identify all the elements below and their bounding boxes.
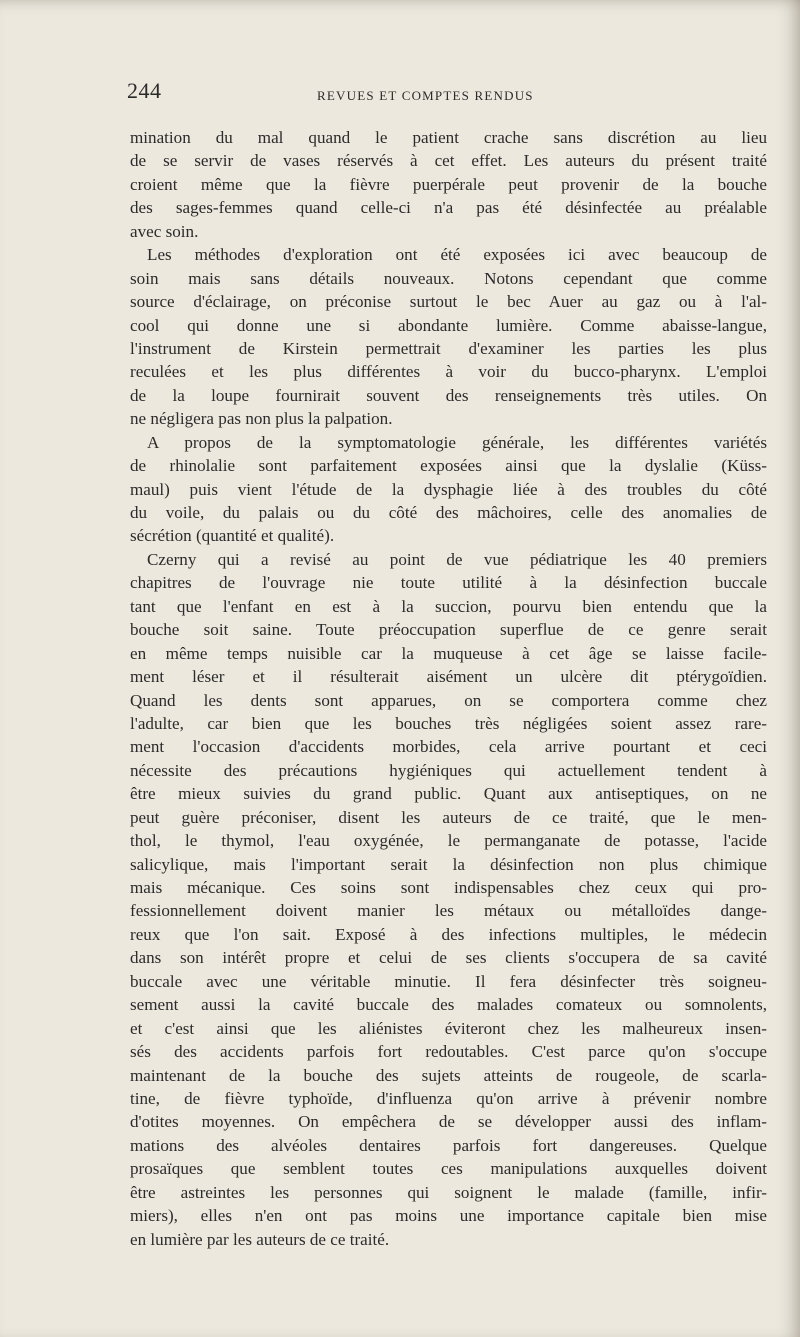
text-line: d'otites moyennes. On empêchera de se développer aussi des inflam- [130,1112,767,1132]
text-line: de rhinolalie sont parfaitement exposées ainsi que la dyslalie (Küss- [130,456,767,476]
text-line: sés des accidents parfois fort redoutables. C'est parce qu'on s'occupe [130,1042,767,1062]
text-line: fessionnellement doivent manier les métaux ou métalloïdes dange- [130,901,767,921]
text-line: reux que l'on sait. Exposé à des infections multiples, le médecin [130,924,767,944]
text-line: cool qui donne une si abondante lumière. Comme abaisse-langue, [130,315,767,335]
text-line: Les méthodes d'exploration ont été exposées ici avec beaucoup de [147,245,767,265]
text-line: croient même que la fièvre puerpérale peut provenir de la bouche [130,174,767,194]
text-line: mination du mal quand le patient crache sans discrétion au lieu [130,128,767,147]
running-head: REVUES ET COMPTES RENDUS [317,88,534,103]
text-line: du voile, du palais ou du côté des mâchoires, celle des anomalies de [130,503,767,522]
text-line: être astreintes les personnes qui soignent le malade (famille, infir- [130,1182,767,1202]
text-line: tine, de fièvre typhoïde, d'influenza qu'on arrive à prévenir nombre [130,1088,767,1108]
text-line: source d'éclairage, on préconise surtout le bec Auer au gaz ou à l'al- [130,292,767,312]
text-line: de la loupe fournirait souvent des renseignements très utiles. On [130,385,767,405]
page-header [127,78,767,108]
text-line: en même temps nuisible car la muqueuse à cet âge se laisse facile- [130,643,767,663]
page-number: 244 [127,78,162,103]
text-line: salicylique, mais l'important serait la désinfection non plus chimique [130,854,767,874]
text-line: bouche soit saine. Toute préoccupation superflue de ce genre serait [130,620,767,640]
text-line: en lumière par les auteurs de ce traité. [130,1229,390,1249]
text-line: reculées et les plus différentes à voir du bucco-pharynx. L'emploi [130,362,767,382]
text-line: mations des alvéoles dentaires parfois fort dangereuses. Quelque [130,1135,767,1155]
text-line: thol, le thymol, l'eau oxygénée, le permanganate de potasse, l'acide [130,831,767,851]
text-line: Czerny qui a revisé au point de vue pédiatrique les 40 premiers [147,549,767,569]
text-line: miers), elles n'en ont pas moins une importance capitale bien mise [130,1206,767,1226]
text-line: être mieux suivies du grand public. Quant aux antiseptiques, on ne [130,784,767,804]
text-line: de se servir de vases réservés à cet effet. Les auteurs du présent traité [130,151,767,171]
text-line: avec soin. [130,221,199,241]
text-line: maintenant de la bouche des sujets atteints de rougeole, de scarla- [130,1065,767,1085]
text-line: et c'est ainsi que les aliénistes éviteront chez les malheureux insen- [130,1018,767,1038]
text-line: maul) puis vient l'étude de la dysphagie liée à des troubles du côté [130,479,767,499]
text-line: sécrétion (quantité et qualité). [130,526,335,546]
body-text [130,126,767,1251]
text-line: sement aussi la cavité buccale des malades comateux ou somnolents, [130,995,767,1015]
text-line: soin mais sans détails nouveaux. Notons cependant que comme [130,268,767,288]
text-line: nécessite des précautions hygiéniques qui actuellement tendent à [130,760,767,780]
text-line: ment l'occasion d'accidents morbides, cela arrive pourtant et ceci [130,737,767,757]
text-line: buccale avec une véritable minutie. Il fera désinfecter très soigneu- [130,971,767,991]
text-line: mais mécanique. Ces soins sont indispensables chez ceux qui pro- [130,878,767,897]
text-line: tant que l'enfant en est à la succion, pourvu bien entendu que la [130,596,767,616]
text-line: Quand les dents sont apparues, on se comportera comme chez [130,690,767,710]
text-line: l'instrument de Kirstein permettrait d'examiner les parties les plus [130,338,767,358]
text-line: des sages-femmes quand celle-ci n'a pas été désinfectée au préalable [130,198,767,218]
text-line: l'adulte, car bien que les bouches très négligées soient assez rare- [130,713,767,733]
text-line: peut guère préconiser, disent les auteurs de ce traité, que le men- [130,807,767,827]
text-line: dans son intérêt propre et celui de ses clients s'occupera de sa cavité [130,948,767,968]
text-line: prosaïques que semblent toutes ces manipulations auxquelles doivent [130,1159,767,1179]
text-line: chapitres de l'ouvrage nie toute utilité à la désinfection buccale [130,573,767,593]
text-line: ne négligera pas non plus la palpation. [130,409,393,429]
text-line: A propos de la symptomatologie générale, les différentes variétés [147,432,767,452]
text-line: ment léser et il résulterait aisément un ulcère dit ptérygoïdien. [130,667,767,687]
